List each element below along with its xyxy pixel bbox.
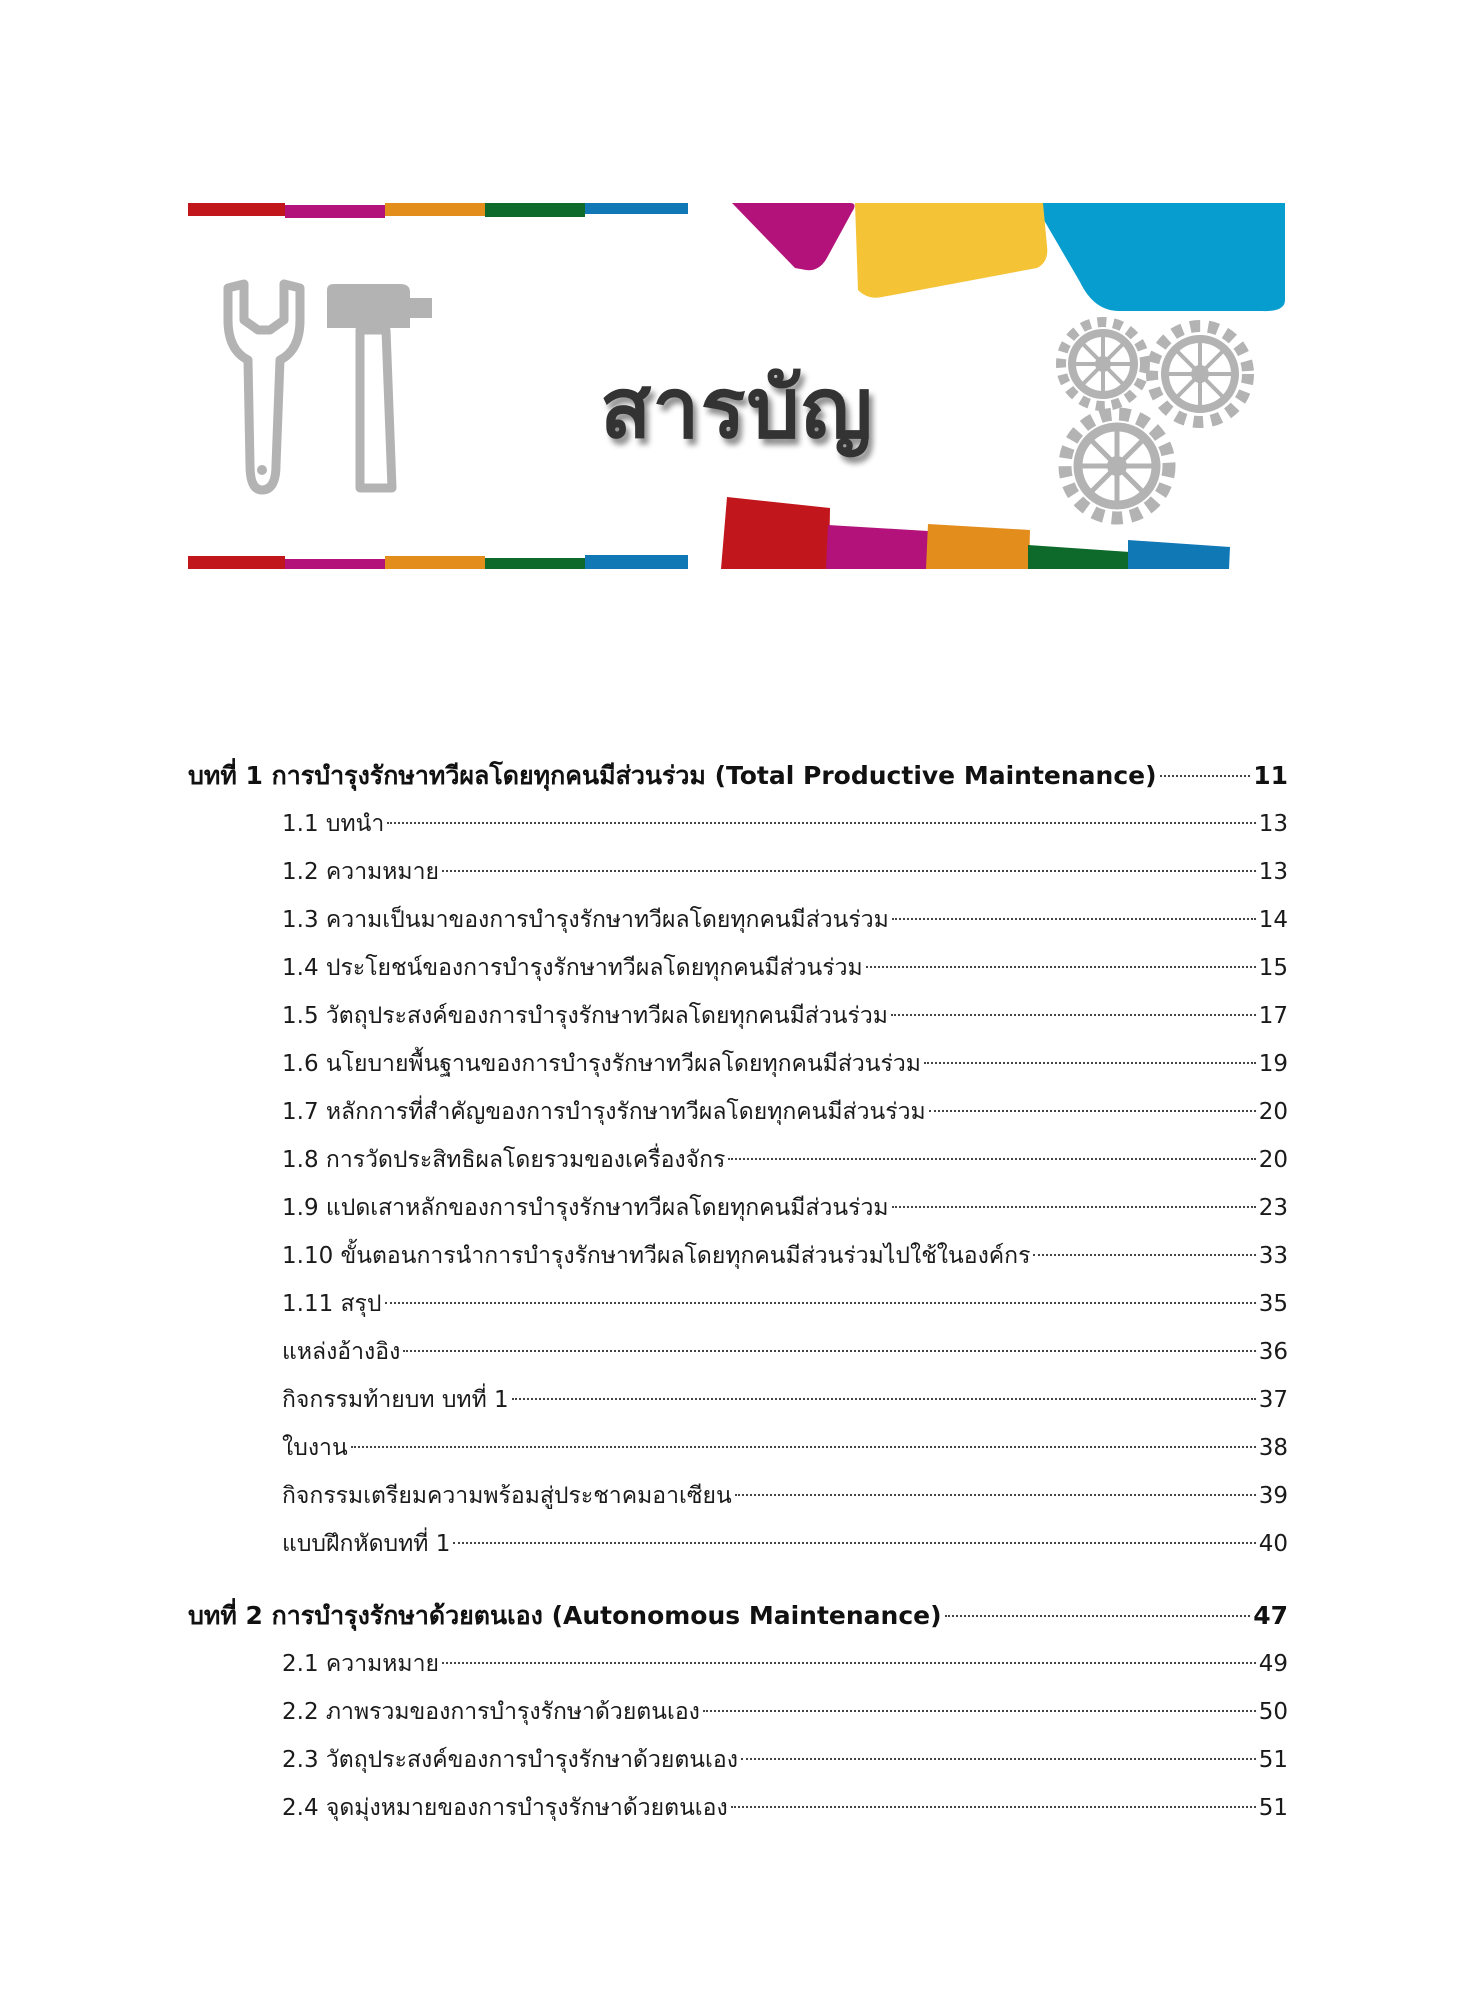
dot-leader [512,1398,1256,1400]
dot-leader [866,966,1256,968]
toc-page-number: 38 [1258,1435,1288,1461]
toc-entry-row[interactable] [188,1280,1288,1328]
dot-leader [403,1350,1255,1352]
dot-leader [351,1446,1256,1448]
toc-entry-label: 1.10 ขั้นตอนการนำการบำรุงรักษาทวีผลโดยทุกคนมีส่วนร่วมไปใช้ในองค์กร [282,1243,1031,1269]
toc-entry-row[interactable] [188,1640,1288,1688]
toc-entry-row[interactable] [188,1520,1288,1568]
toc-entry-label: 1.3 ความเป็นมาของการบำรุงรักษาทวีผลโดยทุกคนมีส่วนร่วม [282,907,889,933]
toc-page-number: 47 [1253,1601,1288,1630]
top-right-shapes [732,203,1285,311]
top-color-stripe [188,203,688,218]
dot-leader [442,1662,1256,1664]
toc-entry-label: 1.1 บทนำ [282,811,385,837]
toc-entry-row[interactable] [188,800,1288,848]
dot-leader [442,870,1256,872]
toc-page-number: 17 [1258,1003,1288,1029]
toc-entry-row[interactable] [188,1424,1288,1472]
toc-entry-row[interactable] [188,1040,1288,1088]
toc-page-number: 39 [1258,1483,1288,1509]
toc-entry-label: บทที่ 1 การบำรุงรักษาทวีผลโดยทุกคนมีส่วนร่วม (Total Productive Maintenance) [188,761,1157,790]
dot-leader [703,1710,1256,1712]
toc-entry-row[interactable] [188,1232,1288,1280]
toc-entry-label: 2.1 ความหมาย [282,1651,439,1677]
dot-leader [731,1806,1256,1808]
toc-page-number: 20 [1258,1099,1288,1125]
dot-leader [929,1110,1256,1112]
toc-entry-label: แบบฝึกหัดบทที่ 1 [282,1531,451,1557]
toc-page-number: 19 [1258,1051,1288,1077]
toc-page-number: 49 [1258,1651,1288,1677]
dot-leader [385,1302,1256,1304]
dot-leader [891,1014,1256,1016]
toc-entry-label: 2.4 จุดมุ่งหมายของการบำรุงรักษาด้วยตนเอง [282,1795,728,1821]
dot-leader [453,1542,1255,1544]
dot-leader [892,1206,1256,1208]
toc-page-number: 40 [1258,1531,1288,1557]
toc-entry-row[interactable] [188,1472,1288,1520]
toc-entry-label: บทที่ 2 การบำรุงรักษาด้วยตนเอง (Autonomous Maintenance) [188,1601,942,1630]
dot-leader [945,1615,1251,1617]
page-title: สารบัญ [600,359,874,457]
toc-entry-row[interactable] [188,944,1288,992]
dot-leader [387,822,1255,824]
toc-entry-label: 2.3 วัตถุประสงค์ของการบำรุงรักษาด้วยตนเอง [282,1747,738,1773]
toc-page-number: 36 [1258,1339,1288,1365]
toc-entry-row[interactable] [188,848,1288,896]
dot-leader [924,1062,1256,1064]
toc-page-number: 35 [1258,1291,1288,1317]
toc-entry-label: กิจกรรมเตรียมความพร้อมสู่ประชาคมอาเซียน [282,1483,732,1509]
toc-entry-label: 1.2 ความหมาย [282,859,439,885]
toc-entry-row[interactable] [188,896,1288,944]
toc-entry-row[interactable] [188,1088,1288,1136]
toc-entry-row[interactable] [188,992,1288,1040]
toc-entry-label: 1.7 หลักการที่สำคัญของการบำรุงรักษาทวีผลโดยทุกคนมีส่วนร่วม [282,1099,926,1125]
toc-page-number: 23 [1258,1195,1288,1221]
table-of-contents [188,752,1288,1832]
toc-page-number: 33 [1258,1243,1288,1269]
toc-page-number: 13 [1258,859,1288,885]
toc-entry-label: 2.2 ภาพรวมของการบำรุงรักษาด้วยตนเอง [282,1699,700,1725]
toc-entry-label: 1.9 แปดเสาหลักของการบำรุงรักษาทวีผลโดยทุกคนมีส่วนร่วม [282,1195,889,1221]
toc-entry-row[interactable] [188,1136,1288,1184]
toc-entry-label: ใบงาน [282,1435,348,1461]
toc-entry-row[interactable] [188,1688,1288,1736]
toc-entry-row[interactable] [188,1376,1288,1424]
toc-entry-label: 1.5 วัตถุประสงค์ของการบำรุงรักษาทวีผลโดยทุกคนมีส่วนร่วม [282,1003,888,1029]
toc-chapter-row[interactable] [188,1592,1288,1640]
toc-page-number: 14 [1258,907,1288,933]
toc-page-number: 20 [1258,1147,1288,1173]
toc-page-number: 37 [1258,1387,1288,1413]
toc-entry-row[interactable] [188,1328,1288,1376]
toc-entry-label: 1.4 ประโยชน์ของการบำรุงรักษาทวีผลโดยทุกคนมีส่วนร่วม [282,955,863,981]
toc-entry-label: แหล่งอ้างอิง [282,1339,401,1365]
dot-leader [735,1494,1256,1496]
toc-chapter-row[interactable] [188,752,1288,800]
dot-leader [892,918,1256,920]
header-banner [0,0,1457,600]
dot-leader [1160,775,1251,777]
toc-page-number: 50 [1258,1699,1288,1725]
dot-leader [741,1758,1256,1760]
toc-entry-row[interactable] [188,1184,1288,1232]
wrench-icon [228,284,300,490]
dot-leader [1033,1254,1255,1256]
gears-icon [1061,322,1248,518]
toc-entry-row[interactable] [188,1736,1288,1784]
toc-page-number: 15 [1258,955,1288,981]
toc-entry-label: 1.8 การวัดประสิทธิผลโดยรวมของเครื่องจักร [282,1147,726,1173]
toc-entry-label: 1.6 นโยบายพื้นฐานของการบำรุงรักษาทวีผลโดยทุกคนมีส่วนร่วม [282,1051,921,1077]
toc-page-number: 51 [1258,1747,1288,1773]
chapter-gap [188,1568,1288,1592]
toc-page-number: 11 [1253,761,1288,790]
hammer-icon [327,284,432,488]
bottom-color-stripe [188,555,688,569]
toc-entry-label: กิจกรรมท้ายบท บทที่ 1 [282,1387,509,1413]
toc-entry-row[interactable] [188,1784,1288,1832]
dot-leader [728,1158,1255,1160]
toc-page-number: 51 [1258,1795,1288,1821]
toc-entry-label: 1.11 สรุป [282,1291,382,1317]
toc-page-number: 13 [1258,811,1288,837]
